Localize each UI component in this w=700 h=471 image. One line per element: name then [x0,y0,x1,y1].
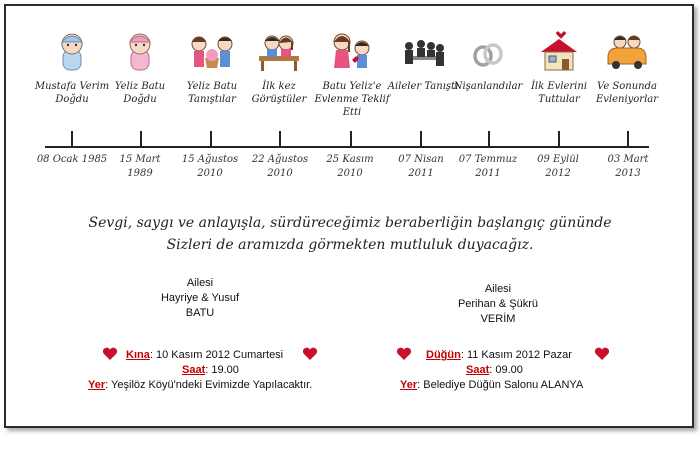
dugun-place-label: Yer [400,379,418,391]
baby-girl-icon [118,30,162,74]
kina-time-label: Saat [182,364,206,376]
timeline-axis [45,146,649,148]
event-label: Yeliz Batu Doğdu [114,81,166,105]
event-label: Mustafa Verim Doğdu [34,81,110,105]
timeline-tick [140,131,142,146]
kina-date-line [126,348,283,363]
kina-place-label: Yer [88,379,106,391]
event-label: Yeliz Batu Tanıştılar [186,81,238,105]
dugun-time-label: Saat [466,364,490,376]
event-date: 03 Mart 2013 [607,154,649,179]
event-label: İlk kez Görüştüler [251,81,307,105]
kina-place: : Yeşilöz Köyü'ndeki Evimizde Yapılacaktır. [105,379,313,391]
heart-icon [102,347,118,361]
event-date: 22 Ağustos 2010 [251,154,309,179]
wedding-car-icon [605,30,649,74]
timeline-tick [627,131,629,146]
heart-icon [396,347,412,361]
timeline-tick [210,131,212,146]
event-label: Nişanlandılar [453,81,523,92]
family-meeting-icon [401,30,445,74]
timeline-tick [350,131,352,146]
event-date: 08 Ocak 1985 [36,154,108,165]
event-label: İlk Evlerini Tuttular [530,81,588,105]
event-date: 07 Temmuz 2011 [458,154,518,179]
couple-with-cupcake-icon [190,30,234,74]
rings-icon [466,30,510,74]
kina-place-line [88,378,312,393]
family-parents: Perihan & Şükrü [457,298,539,310]
family-surname: VERİM [480,313,516,325]
baby-boy-icon [50,30,94,74]
event-date: 09 Eylül 2012 [537,154,579,179]
heart-icon [302,347,318,361]
house-icon [537,30,581,74]
couple-on-bench-icon [257,30,301,74]
bride-family [100,276,300,321]
kina-time-line [182,363,239,378]
dugun-label: Düğün [426,349,461,361]
message-line: Sevgi, saygı ve anlayışla, sürdüreceğimiz beraberliğin başlangıç gününde [88,215,612,231]
event-label: Ve Sonunda Evleniyorlar [595,81,659,105]
event-label: Batu Yeliz'e Evlenme Teklif Etti [314,81,390,118]
event-date: 25 Kasım 2010 [326,154,374,179]
dugun-date-line [426,348,572,363]
timeline-tick [71,131,73,146]
proposal-icon [330,30,374,74]
heart-icon [594,347,610,361]
timeline-event [585,30,669,106]
dugun-time-line [466,363,523,378]
event-date: 15 Ağustos 2010 [181,154,239,179]
groom-family [398,282,598,327]
family-title: Ailesi [186,277,214,289]
dugun-time: : 09.00 [489,364,523,376]
family-parents: Hayriye & Yusuf [160,292,240,304]
dugun-place-line [400,378,583,393]
timeline-tick [488,131,490,146]
timeline-tick [279,131,281,146]
kina-date: : 10 Kasım 2012 Cumartesi [149,349,284,361]
timeline-tick [420,131,422,146]
invitation-message [0,212,700,256]
timeline-tick [558,131,560,146]
timeline-event [237,30,321,106]
family-title: Ailesi [484,283,512,295]
event-date: 07 Nisan 2011 [398,154,444,179]
kina-time: : 19.00 [205,364,239,376]
kina-label: Kına [126,349,150,361]
dugun-place: : Belediye Düğün Salonu ALANYA [417,379,584,391]
event-label: Aileler Tanıştı [387,81,459,92]
event-date: 15 Mart 1989 [119,154,161,179]
dugun-date: : 11 Kasım 2012 Pazar [460,349,572,361]
message-line: Sizleri de aramızda görmekten mutluluk duyacağız. [166,237,534,253]
family-surname: BATU [185,307,215,319]
